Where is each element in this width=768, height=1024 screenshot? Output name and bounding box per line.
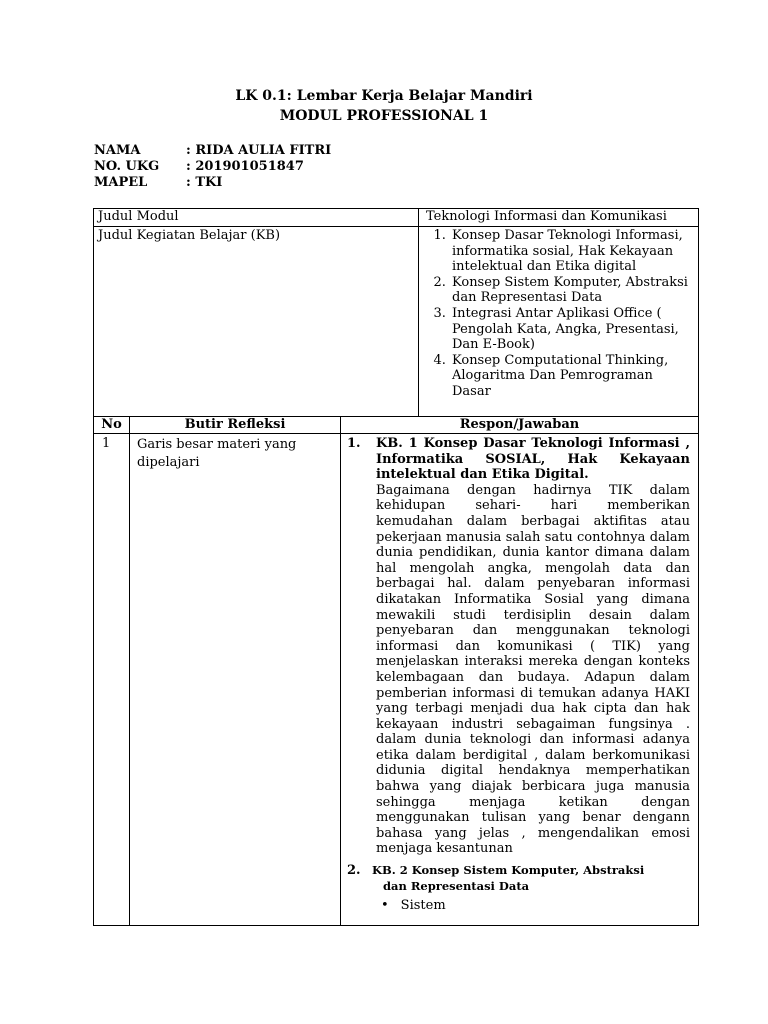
judul-modul-label: Judul Modul <box>98 209 179 224</box>
kb1-block <box>347 436 690 857</box>
kb1-paragraph: Bagaimana dengan hadirnya TIK dalam kehidupan sehari- hari memberikan kemudahan dalam berbagai aktifitas atau pekerjaan manusia salah satu contohnya dalam dunia pendidikan, dunia kantor dimana dalam hal mengolah angka, mengolah data dan berbagai hal. dalam penyebaran informasi dikatakan Informatika Sosial yang dimana mewakili studi terdisiplin desain dalam penyebaran dan menggunakan teknologi informasi dan komunikasi ( TIK) yang menjelaskan interaksi mereka dengan konteks kelembagaan dan budaya. Adapun dalam pemberian informasi di temukan adanya HAKI yang terbagi menjadi dua hak cipta dan hak kekayaan industri sebagaiman fungsinya . dalam dunia teknologi dan informasi adanya etika dalam berdigital , dalam berkomunikasi didunia digital hendaknya memperhatikan bahwa yang diajak berbicara juga manusia sehingga menjaga ketikan dengan menggunakan tulisan yang benar dengann bahasa yang jelas , mengendalikan emosi menjaga kesantunan <box>376 482 690 857</box>
identity-label: NAMA <box>94 143 141 158</box>
kb1-title: KB. 1 Konsep Dasar Teknologi Informasi , Informatika SOSIAL, Hak Kekayaan intelektual dan Etika Digital. <box>376 436 690 483</box>
bullet-item <box>381 898 690 914</box>
kb1-number: 1. <box>347 436 361 451</box>
row-number: 1 <box>102 436 111 451</box>
header-no: No <box>101 417 122 432</box>
bullet-text: Sistem <box>400 898 446 914</box>
identity-label: MAPEL <box>94 175 148 190</box>
response-cell <box>347 436 690 914</box>
table-divider <box>129 416 130 926</box>
identity-row-no-ukg <box>94 159 331 175</box>
kb-list <box>426 228 692 400</box>
document-subtitle: MODUL PROFESSIONAL 1 <box>279 108 489 124</box>
header-respon-jawaban: Respon/Jawaban <box>459 417 580 432</box>
kb2-title-line2: dan Representasi Data <box>383 878 530 893</box>
identity-value: : TKI <box>186 175 223 190</box>
table-divider <box>418 208 419 417</box>
judul-kb-label: Judul Kegiatan Belajar (KB) <box>98 228 281 243</box>
kb-list-item: 2. Konsep Sistem Komputer, Abstraksi dan Representasi Data <box>450 275 692 306</box>
table-divider <box>93 226 699 227</box>
identity-label: NO. UKG <box>94 159 160 174</box>
kb2-title-line1: KB. 2 Konsep Sistem Komputer, Abstraksi <box>372 863 645 878</box>
identity-value: : 201901051847 <box>186 159 304 174</box>
document-title: LK 0.1: Lembar Kerja Belajar Mandiri <box>235 88 533 104</box>
kb-list-item: 1. Konsep Dasar Teknologi Informasi, informatika sosial, Hak Kekayaan intelektual dan Etika digital <box>450 228 692 275</box>
kb2-block <box>347 863 690 914</box>
table-divider <box>340 416 341 926</box>
identity-value: : RIDA AULIA FITRI <box>186 143 332 158</box>
kb2-number: 2. <box>347 863 361 879</box>
identity-row-nama <box>94 143 331 159</box>
kb-list-item: 3. Integrasi Antar Aplikasi Office ( Pengolah Kata, Angka, Presentasi, Dan E-Book) <box>450 306 692 353</box>
identity-row-mapel <box>94 175 331 191</box>
identity-block <box>94 143 331 191</box>
table-divider <box>93 433 699 434</box>
kb-list-cell <box>426 228 692 400</box>
butir-refleksi-text: Garis besar materi yang dipelajari <box>137 437 297 470</box>
bullet-dot: • <box>381 898 389 914</box>
kb-list-item: 4. Konsep Computational Thinking, Alogaritma Dan Pemrograman Dasar <box>450 353 692 400</box>
header-butir-refleksi: Butir Refleksi <box>184 417 286 432</box>
judul-modul-value: Teknologi Informasi dan Komunikasi <box>426 209 667 224</box>
